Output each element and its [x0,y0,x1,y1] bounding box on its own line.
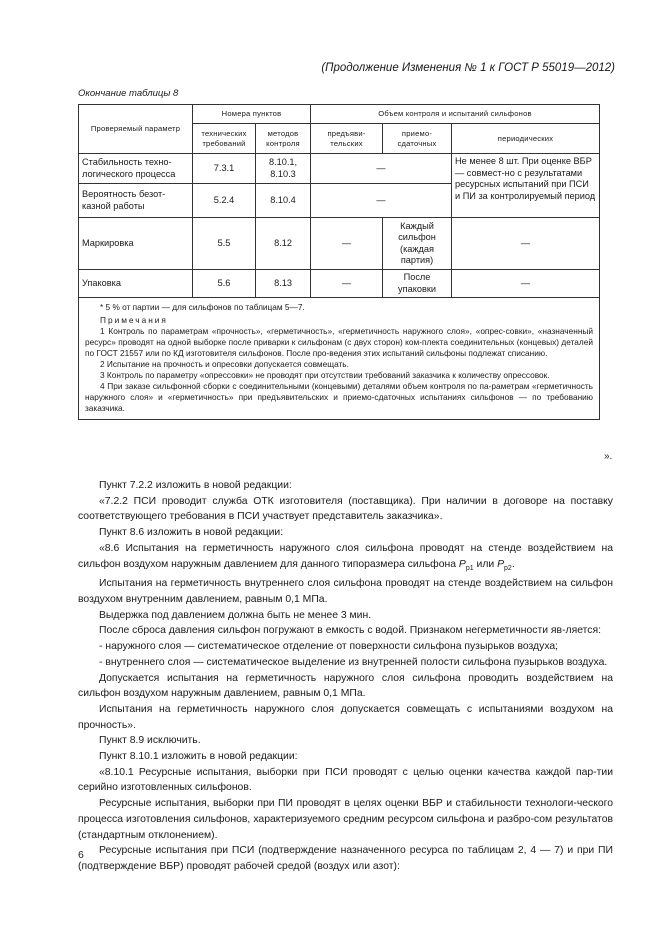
paragraph: После сброса давления сильфон погружают в емкость с водой. Признаком негерметичности яв-ляется: [99,625,602,637]
cell-periodic: — [452,270,600,298]
text: или [473,558,498,570]
col-header-numbers: Номера пунктов [193,105,311,124]
text: . [511,558,515,570]
note: 1 Контроль по параметрам «прочность», «герметичность», «герметичность наружного слоя», «опрес-совки», «назначенный ресурс» проводят на одной выборке после приварки к сильфонам (с двух сторон) ком-плекта соединительных (концевых) деталей по ГОСТ 21557 или по КД изготовителя сильфонов. После про-ведения этих испытаний сильфоны подлежат списанию. [85,326,594,359]
cell-param: Упаковка [79,270,193,298]
symbol: P [497,558,505,570]
paragraph [78,541,613,576]
col-header-tech: технических требований [193,124,256,154]
notes-title: Примечания [100,315,168,326]
body-text [78,478,613,875]
paragraph: - внутреннего слоя — систематическое выделение из внутренней полости сильфона пузырьков воздуха. [99,656,608,668]
table-8 [78,104,600,420]
cell-method: 8.10.4 [256,184,311,218]
col-header-periodic: периодических [452,124,600,154]
paragraph: Пункт 7.2.2 изложить в новой редакции: [99,480,292,491]
paragraph: Испытания на герметичность наружного слоя допускается совмещать с испытаниями воздухом на прочность». [78,703,613,731]
col-header-presentation: предъяви-тельских [311,124,383,154]
cell-merged: — [311,154,452,184]
cell-param: Вероятность безот-казной работы [79,184,193,218]
table-notes [79,298,600,420]
subscript: р1 [465,564,474,572]
closing-quote: ». [604,451,613,462]
table-row [79,270,600,298]
paragraph: - наружного слоя — систематическое отделение от поверхности сильфона пузырьков воздуха; [99,641,559,653]
cell-acceptance: После упаковки [383,270,452,298]
symbol: P [458,558,466,570]
paragraph: Выдержка под давлением должна быть не менее 3 мин. [99,609,372,621]
paragraph: Ресурсные испытания при ПСИ (подтверждение назначенного ресурса по таблицам 2, 4 — 7) и при ПИ (подтверждение ВБР) проводят рабочей средой (воздух или азот): [78,845,613,872]
paragraph: «7.2.2 ПСИ проводит служба ОТК изготовителя (поставщика). При наличии в договоре на поставку соответствующего требования в ПСИ участвует представитель заказчика». [78,495,613,523]
subscript: р2 [504,564,512,572]
paragraph: Испытания на герметичность внутреннего слоя сильфона проводят на стенде воздействием на сильфон воздухом внутренним давлением, равным 0,1 МПа. [78,578,613,605]
col-header-methods: методов контроля [256,124,311,154]
table-row [79,154,600,184]
paragraph: Ресурсные испытания, выборки при ПИ проводят в целях оценки ВБР и стабильности технологи-ческого процесса изготовления сильфонов, характеризуемого средним ресурсом сильфона и разбро-сом результатов (стандартным отклонением). [78,798,613,841]
text: «8.6 Испытания на герметичность наружного слоя сильфона проводят на стенде воздействием на сильфон воздухом наружным давлением для данного типоразмера сильфона [78,542,613,570]
cell-method: 8.12 [256,218,311,270]
paragraph: Пункт 8.6 изложить в новой редакции: [99,527,284,539]
paragraph: Пункт 8.9 исключить. [99,735,201,747]
paragraph: Пункт 8.10.1 изложить в новой редакции: [99,751,298,763]
col-header-volume: Объем контроля и испытаний сильфонов [311,105,600,124]
cell-tech: 5.6 [193,270,256,298]
note: 4 При заказе сильфонной сборки с соединительными (концевыми) деталями объем контроля по па-раметрам «герметичность наружного слоя» и «герметичность» при предъявительских и приемо-сдаточных испытаниях сильфонов — по требованию заказчика. [85,381,594,414]
cell-periodic: — [452,218,600,270]
cell-param: Стабильность техно-логического процесса [79,154,193,184]
cell-periodic: Не менее 8 шт. При оценке ВБР — совмест-но с результатами ресурсных испытаний при ПСИ и ПИ за контролируемый период [452,154,600,218]
col-header-acceptance: приемо-сдаточных [383,124,452,154]
cell-acceptance: Каждый сильфон (каждая партия) [383,218,452,270]
cell-presentation: — [311,218,383,270]
note: 3 Контроль по параметру «опрессовки» не проводят при отсутствии требований заказчика к количеству опрессовок. [100,370,550,381]
cell-presentation: — [311,270,383,298]
col-header-param: Проверяемый параметр [79,105,193,154]
cell-tech: 5.5 [193,218,256,270]
footnote: * 5 % от партии — для сильфонов по таблицам 5—7. [100,302,305,312]
cell-tech: 7.3.1 [193,154,256,184]
cell-merged: — [311,184,452,218]
cell-method: 8.13 [256,270,311,298]
page-number: 6 [78,849,84,861]
cell-tech: 5.2.4 [193,184,256,218]
cell-method: 8.10.1, 8.10.3 [256,154,311,184]
table-row [79,218,600,270]
paragraph: Допускается испытания на герметичность наружного слоя сильфона проводить воздействием на сильфон воздухом наружным давлением, равным 0,1 МПа. [78,672,613,700]
document-header: (Продолжение Изменения № 1 к ГОСТ Р 55019—2012) [321,62,615,74]
table-caption: Окончание таблицы 8 [78,88,179,99]
cell-param: Маркировка [79,218,193,270]
paragraph: «8.10.1 Ресурсные испытания, выборки при ПСИ проводят с целью оценки качества каждой пар-тии серийно изготовленных сильфонов. [78,766,613,794]
note: 2 Испытание на прочность и опресовки допускается совмещать. [100,359,349,370]
